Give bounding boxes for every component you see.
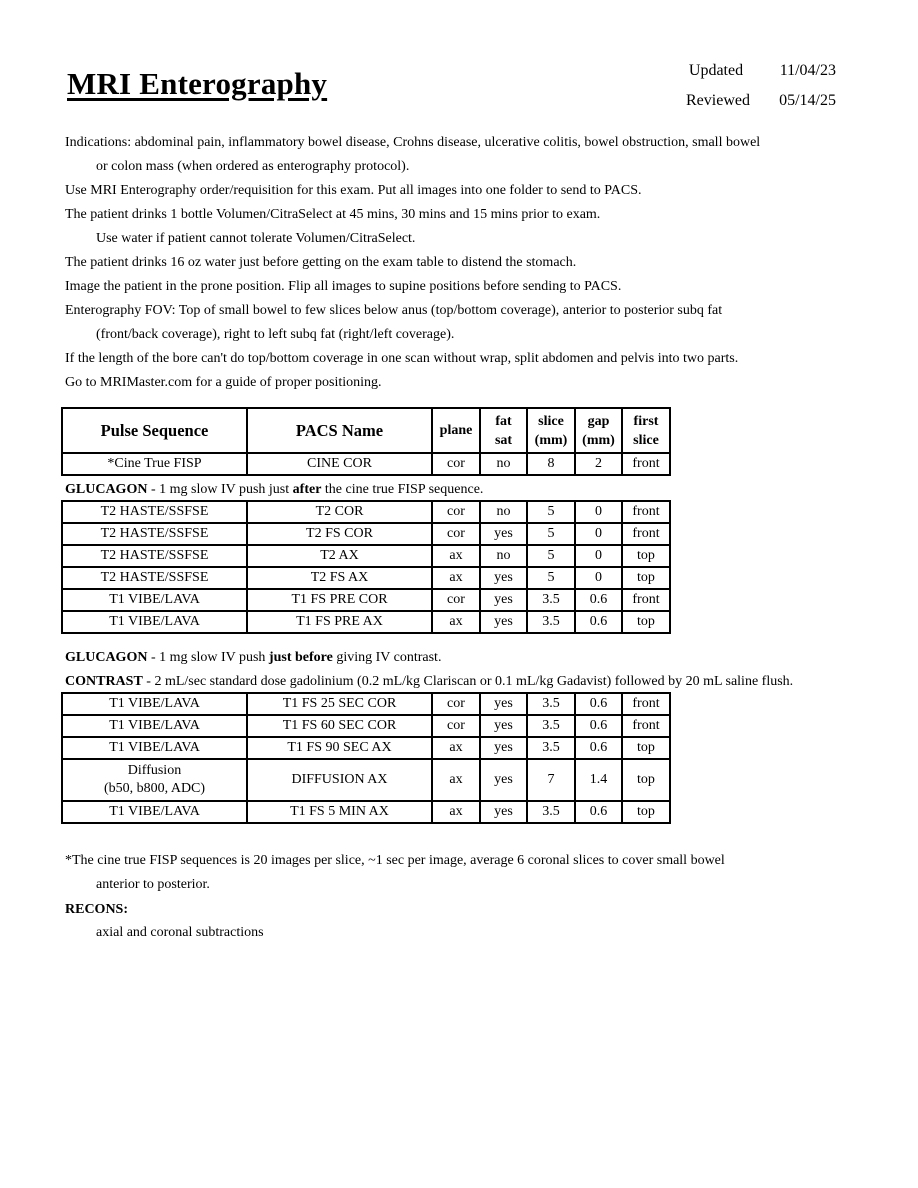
cell-first-slice: front: [622, 523, 670, 545]
reviewed-label: Reviewed: [686, 92, 750, 109]
protocol-table-pre-contrast: [61, 500, 671, 634]
cell-plane: ax: [432, 737, 480, 759]
table-row: [62, 693, 670, 715]
table-row: [62, 589, 670, 611]
cell-pacs: T1 FS PRE AX: [247, 611, 432, 633]
cell-first-slice: top: [622, 737, 670, 759]
cell-plane: ax: [432, 611, 480, 633]
updated-row: [686, 62, 836, 82]
col-header-plane: plane: [432, 408, 480, 453]
instruction-line: If the length of the bore can't do top/bottom coverage in one scan without wrap, split abdomen and pelvis into two parts.: [65, 351, 739, 366]
recons-label: RECONS:: [65, 902, 129, 917]
recons-item: axial and coronal subtractions: [96, 925, 264, 940]
table-row: [62, 801, 670, 823]
reviewed-row: [686, 92, 836, 112]
cell-slice: 7: [527, 759, 575, 801]
table-row: [62, 501, 670, 523]
table-row: [62, 737, 670, 759]
cell-first-slice: top: [622, 567, 670, 589]
instruction-line: The patient drinks 1 bottle Volumen/CitraSelect at 45 mins, 30 mins and 15 mins prior to exam.: [65, 207, 601, 222]
cell-sequence: T1 VIBE/LAVA: [62, 589, 247, 611]
cell-first-slice: front: [622, 453, 670, 475]
instruction-line: Indications: abdominal pain, inflammatory bowel disease, Crohns disease, ulcerative colitis, bowel obstruction, small bowel: [65, 135, 761, 150]
cell-gap: 0: [575, 501, 622, 523]
cell-slice: 3.5: [527, 715, 575, 737]
instruction-line: or colon mass (when ordered as enterography protocol).: [96, 159, 410, 174]
cell-first-slice: top: [622, 801, 670, 823]
cell-pacs: T1 FS 5 MIN AX: [247, 801, 432, 823]
table-row: [62, 759, 670, 801]
cell-gap: 0: [575, 567, 622, 589]
cell-plane: ax: [432, 759, 480, 801]
updated-date: 11/04/23: [779, 62, 836, 79]
updated-label: Updated: [688, 62, 744, 79]
glucagon-note-1: GLUCAGON - 1 mg slow IV push just after the cine true FISP sequence.: [65, 482, 484, 497]
cell-sequence: T1 VIBE/LAVA: [62, 693, 247, 715]
instruction-line: Use MRI Enterography order/requisition for this exam. Put all images into one folder to send to PACS.: [65, 183, 642, 198]
cell-sequence: T2 HASTE/SSFSE: [62, 567, 247, 589]
cell-fat-sat: no: [480, 501, 527, 523]
cell-pacs: T2 COR: [247, 501, 432, 523]
cell-gap: 0: [575, 523, 622, 545]
instruction-line: Go to MRIMaster.com for a guide of proper positioning.: [65, 375, 382, 390]
cell-fat-sat: yes: [480, 737, 527, 759]
cell-first-slice: front: [622, 501, 670, 523]
cell-pacs: T2 AX: [247, 545, 432, 567]
cell-first-slice: front: [622, 693, 670, 715]
cell-plane: cor: [432, 453, 480, 475]
table-row: [62, 567, 670, 589]
cell-fat-sat: yes: [480, 567, 527, 589]
cell-gap: 0: [575, 545, 622, 567]
reviewed-date: 05/14/25: [779, 92, 836, 109]
cell-fat-sat: no: [480, 545, 527, 567]
cell-plane: ax: [432, 545, 480, 567]
instruction-line: Enterography FOV: Top of small bowel to few slices below anus (top/bottom coverage), anterior to posterior subq fat: [65, 303, 723, 318]
cell-slice: 3.5: [527, 611, 575, 633]
glucagon-note-2: GLUCAGON - 1 mg slow IV push just before giving IV contrast.: [65, 650, 442, 665]
cell-slice: 5: [527, 545, 575, 567]
cell-slice: 5: [527, 567, 575, 589]
cell-gap: 0.6: [575, 801, 622, 823]
cell-plane: cor: [432, 715, 480, 737]
cell-gap: 0.6: [575, 693, 622, 715]
cell-first-slice: front: [622, 589, 670, 611]
cell-fat-sat: yes: [480, 523, 527, 545]
cell-slice: 3.5: [527, 737, 575, 759]
cell-slice: 5: [527, 501, 575, 523]
cell-sequence: T2 HASTE/SSFSE: [62, 501, 247, 523]
cell-fat-sat: no: [480, 453, 527, 475]
col-header-fat-sat: fat sat: [480, 408, 527, 453]
cell-sequence: T1 VIBE/LAVA: [62, 801, 247, 823]
col-header-pacs: PACS Name: [247, 408, 432, 453]
cell-gap: 0.6: [575, 589, 622, 611]
cell-fat-sat: yes: [480, 611, 527, 633]
cell-fat-sat: yes: [480, 715, 527, 737]
col-header-gap: gap (mm): [575, 408, 622, 453]
table-row: [62, 545, 670, 567]
page-title: MRI Enterography: [67, 66, 328, 101]
cell-sequence: T1 VIBE/LAVA: [62, 611, 247, 633]
cell-slice: 3.5: [527, 801, 575, 823]
cell-slice: 8: [527, 453, 575, 475]
cell-pacs: T1 FS 60 SEC COR: [247, 715, 432, 737]
instruction-line: Image the patient in the prone position. Flip all images to supine positions before sending to PACS.: [65, 279, 622, 294]
instruction-line: (front/back coverage), right to left subq fat (right/left coverage).: [96, 327, 455, 342]
contrast-note: CONTRAST - 2 mL/sec standard dose gadolinium (0.2 mL/kg Clariscan or 0.1 mL/kg Gadavist) followed by 20 mL saline flush.: [65, 674, 794, 689]
cell-pacs: T2 FS AX: [247, 567, 432, 589]
cell-sequence: T1 VIBE/LAVA: [62, 715, 247, 737]
col-header-sequence: Pulse Sequence: [62, 408, 247, 453]
cell-pacs: T2 FS COR: [247, 523, 432, 545]
cell-fat-sat: yes: [480, 759, 527, 801]
table-row: [62, 715, 670, 737]
cell-plane: cor: [432, 693, 480, 715]
instruction-line: Use water if patient cannot tolerate Volumen/CitraSelect.: [96, 231, 416, 246]
cell-gap: 1.4: [575, 759, 622, 801]
cell-sequence: T2 HASTE/SSFSE: [62, 523, 247, 545]
instruction-line: The patient drinks 16 oz water just before getting on the exam table to distend the stomach.: [65, 255, 577, 270]
cell-sequence: *Cine True FISP: [62, 453, 247, 475]
cell-sequence: Diffusion (b50, b800, ADC): [62, 759, 247, 801]
cell-first-slice: top: [622, 759, 670, 801]
footnote-line: anterior to posterior.: [96, 877, 210, 892]
cell-slice: 5: [527, 523, 575, 545]
cell-pacs: DIFFUSION AX: [247, 759, 432, 801]
footnote-line: *The cine true FISP sequences is 20 images per slice, ~1 sec per image, average 6 coronal slices to cover small bowel: [65, 853, 725, 868]
cell-gap: 0.6: [575, 611, 622, 633]
cell-pacs: T1 FS 25 SEC COR: [247, 693, 432, 715]
cell-first-slice: top: [622, 611, 670, 633]
cell-fat-sat: yes: [480, 589, 527, 611]
cell-pacs: T1 FS 90 SEC AX: [247, 737, 432, 759]
cell-fat-sat: yes: [480, 801, 527, 823]
protocol-table-header: [61, 407, 671, 476]
cell-pacs: CINE COR: [247, 453, 432, 475]
cell-plane: ax: [432, 567, 480, 589]
cell-first-slice: top: [622, 545, 670, 567]
table-row: [62, 611, 670, 633]
cell-gap: 0.6: [575, 737, 622, 759]
cell-sequence: T2 HASTE/SSFSE: [62, 545, 247, 567]
table-row: [62, 523, 670, 545]
cell-slice: 3.5: [527, 693, 575, 715]
protocol-table-post-contrast: [61, 692, 671, 824]
cell-sequence: T1 VIBE/LAVA: [62, 737, 247, 759]
table-row: [62, 453, 670, 475]
cell-plane: cor: [432, 501, 480, 523]
cell-gap: 0.6: [575, 715, 622, 737]
cell-plane: cor: [432, 589, 480, 611]
cell-slice: 3.5: [527, 589, 575, 611]
cell-gap: 2: [575, 453, 622, 475]
col-header-slice: slice (mm): [527, 408, 575, 453]
cell-plane: cor: [432, 523, 480, 545]
cell-pacs: T1 FS PRE COR: [247, 589, 432, 611]
cell-plane: ax: [432, 801, 480, 823]
cell-fat-sat: yes: [480, 693, 527, 715]
cell-first-slice: front: [622, 715, 670, 737]
col-header-first-slice: first slice: [622, 408, 670, 453]
